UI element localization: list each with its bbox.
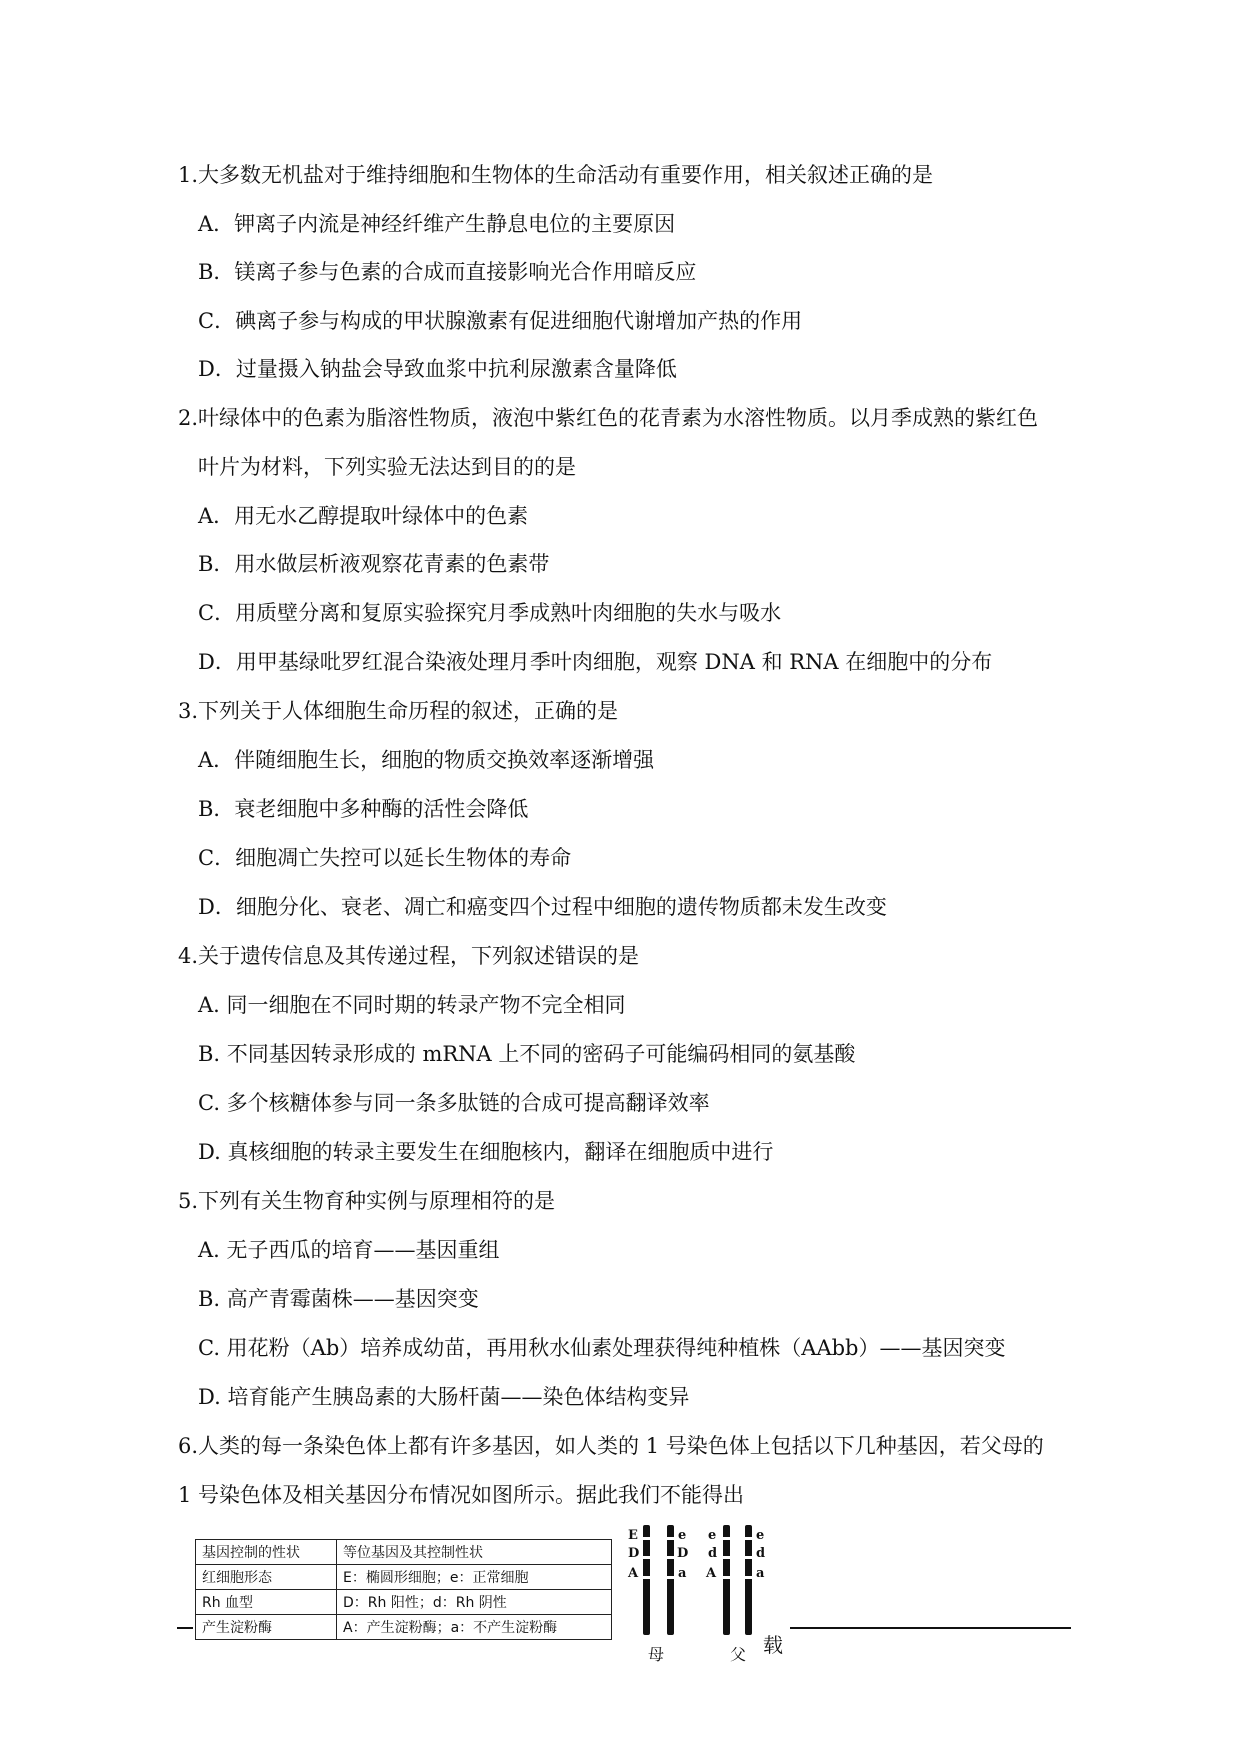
mother-chromosome-2 (667, 1525, 674, 1635)
gene-locus-mark (643, 1576, 650, 1579)
question-3-option-b: B．衰老细胞中多种酶的活性会降低 (198, 797, 529, 821)
question-2-option-a: A．用无水乙醇提取叶绿体中的色素 (198, 504, 529, 528)
question-5-option-a: A. 无子西瓜的培育——基因重组 (198, 1238, 500, 1262)
horizontal-rule-left (177, 1627, 193, 1629)
gene-locus-mark (723, 1537, 730, 1540)
table-header-cell: 基因控制的性状 (196, 1540, 337, 1565)
gene-locus-mark (723, 1576, 730, 1579)
father-chromosome-2 (745, 1525, 752, 1635)
father-chromosome-1 (723, 1525, 730, 1635)
question-5-stem: 5.下列有关生物育种实例与原理相符的是 (178, 1189, 556, 1213)
question-4-stem: 4.关于遗传信息及其传递过程，下列叙述错误的是 (178, 944, 640, 968)
question-2-option-c: C．用质壁分离和复原实验探究月季成熟叶肉细胞的失水与吸水 (198, 601, 782, 625)
gene-label: A (706, 1566, 717, 1581)
question-5-option-d: D. 培育能产生胰岛素的大肠杆菌——染色体结构变异 (198, 1385, 690, 1409)
question-2-option-b: B．用水做层析液观察花青素的色素带 (198, 552, 550, 576)
gene-label: A (628, 1566, 639, 1581)
question-2-stem: 2.叶绿体中的色素为脂溶性物质，液泡中紫红色的花青素为水溶性物质。以月季成熟的紫红色 (178, 406, 1039, 430)
gene-locus-mark (643, 1556, 650, 1559)
gene-label: d (756, 1546, 766, 1561)
gene-locus-mark (643, 1537, 650, 1540)
table-header-cell: 等位基因及其控制性状 (337, 1540, 612, 1565)
gene-label: e (708, 1528, 717, 1543)
gene-label: d (708, 1546, 718, 1561)
question-1-option-c: C．碘离子参与构成的甲状腺激素有促进细胞代谢增加产热的作用 (198, 309, 803, 333)
father-label: 父 (730, 1645, 747, 1664)
question-1-option-a: A．钾离子内流是神经纤维产生静息电位的主要原因 (198, 212, 676, 236)
question-1-stem: 1.大多数无机盐对于维持细胞和生物体的生命活动有重要作用，相关叙述正确的是 (178, 163, 934, 187)
horizontal-rule-right (790, 1627, 1071, 1629)
question-6-stem-continued: 1 号染色体及相关基因分布情况如图所示。据此我们不能得出 (178, 1483, 745, 1507)
question-4-option-c: C. 多个核糖体参与同一条多肽链的合成可提高翻译效率 (198, 1091, 710, 1115)
mother-label: 母 (648, 1645, 665, 1664)
table-cell: 产生淀粉酶 (196, 1615, 337, 1640)
gene-locus-mark (667, 1576, 674, 1579)
question-3-option-d: D．细胞分化、衰老、凋亡和癌变四个过程中细胞的遗传物质都未发生改变 (198, 895, 887, 919)
table-cell: Rh 血型 (196, 1590, 337, 1615)
gene-label: e (756, 1528, 765, 1543)
table-row (196, 1590, 612, 1615)
gene-label: E (628, 1528, 638, 1543)
table-row (196, 1615, 612, 1640)
gene-label: a (756, 1566, 765, 1581)
gene-locus-mark (745, 1556, 752, 1559)
gene-locus-mark (723, 1556, 730, 1559)
gene-locus-mark (745, 1537, 752, 1540)
gene-table (195, 1539, 612, 1640)
table-cell: A：产生淀粉酶；a：不产生淀粉酶 (337, 1615, 612, 1640)
question-4-option-d: D. 真核细胞的转录主要发生在细胞核内，翻译在细胞质中进行 (198, 1140, 774, 1164)
gene-locus-mark (745, 1576, 752, 1579)
table-row (196, 1565, 612, 1590)
table-header-row (196, 1540, 612, 1565)
question-3-option-a: A．伴随细胞生长，细胞的物质交换效率逐渐增强 (198, 748, 655, 772)
gene-locus-mark (667, 1537, 674, 1540)
question-1-option-b: B．镁离子参与色素的合成而直接影响光合作用暗反应 (198, 260, 697, 284)
question-2-stem-continued: 叶片为材料，下列实验无法达到目的的是 (198, 455, 576, 479)
question-6-stem: 6.人类的每一条染色体上都有许多基因，如人类的 1 号染色体上包括以下几种基因，若父母的 (178, 1434, 1044, 1458)
gene-label: e (678, 1528, 687, 1543)
mother-chromosome-1 (643, 1525, 650, 1635)
table-cell: E：椭圆形细胞；e：正常细胞 (337, 1565, 612, 1590)
gene-label: a (678, 1566, 687, 1581)
question-4-option-b: B. 不同基因转录形成的 mRNA 上不同的密码子可能编码相同的氨基酸 (198, 1042, 856, 1066)
question-5-option-c: C. 用花粉（Ab）培养成幼苗，再用秋水仙素处理获得纯种植株（AAbb）——基因突变 (198, 1336, 1006, 1360)
truncated-text: 载 (763, 1633, 783, 1657)
gene-label: D (628, 1546, 640, 1561)
question-3-stem: 3.下列关于人体细胞生命历程的叙述，正确的是 (178, 699, 619, 723)
question-2-option-d: D．用甲基绿吡罗红混合染液处理月季叶肉细胞，观察 DNA 和 RNA 在细胞中的分布 (198, 650, 993, 674)
gene-label: D (677, 1546, 689, 1561)
table-cell: D：Rh 阳性；d：Rh 阴性 (337, 1590, 612, 1615)
gene-locus-mark (667, 1556, 674, 1559)
question-3-option-c: C．细胞凋亡失控可以延长生物体的寿命 (198, 846, 572, 870)
question-5-option-b: B. 高产青霉菌株——基因突变 (198, 1287, 479, 1311)
question-4-option-a: A. 同一细胞在不同时期的转录产物不完全相同 (198, 993, 626, 1017)
question-1-option-d: D．过量摄入钠盐会导致血浆中抗利尿激素含量降低 (198, 357, 677, 381)
table-cell: 红细胞形态 (196, 1565, 337, 1590)
